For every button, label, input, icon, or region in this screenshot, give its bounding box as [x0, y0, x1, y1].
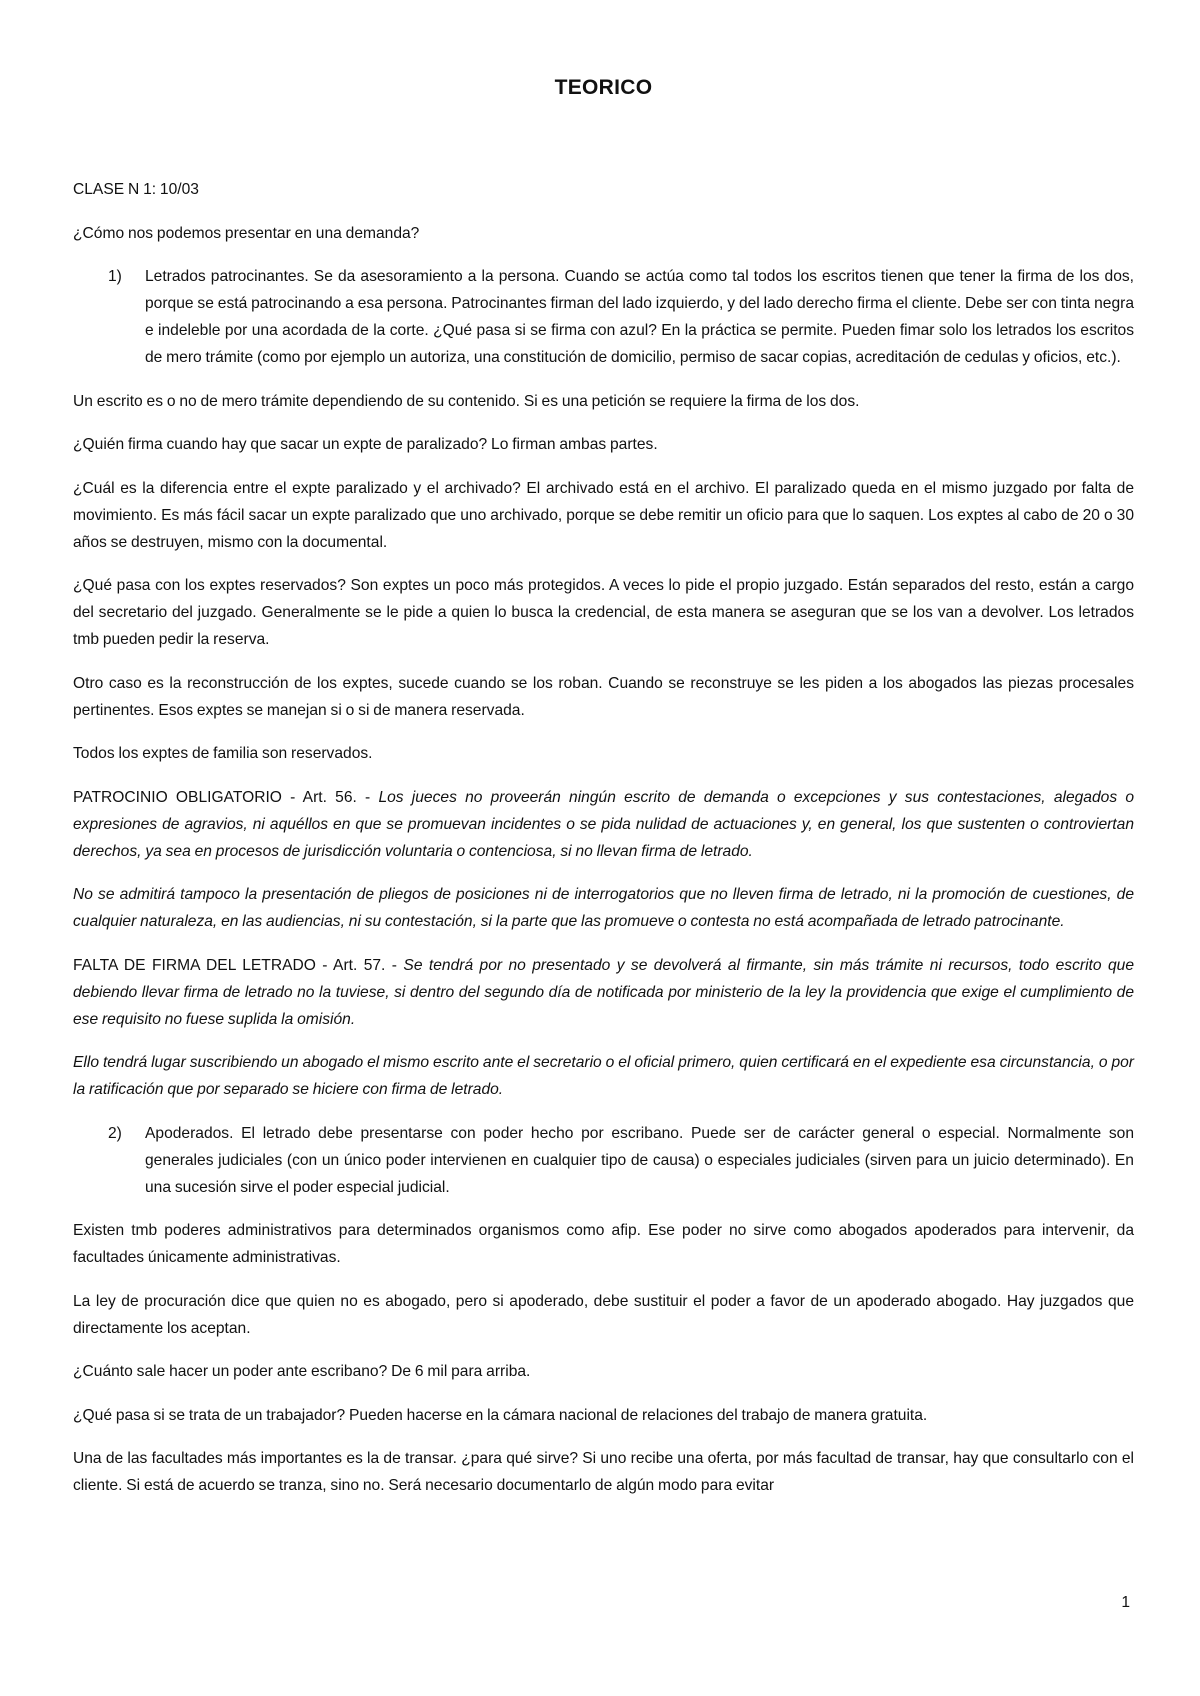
article-56-heading: PATROCINIO OBLIGATORIO - Art. 56. - [73, 788, 379, 806]
paragraph-diferencia: ¿Cuál es la diferencia entre el expte paralizado y el archivado? El archivado está en el archivo. El paralizado queda en el mismo juzgado por falta de movimiento. Es más fácil sacar un expte paralizado que uno archivado, porque se debe remitir un oficio para que lo saquen. Los exptes al cabo de 20 o 30 años se destruyen, mismo con la documental. [73, 479, 1134, 551]
paragraph-reconstruccion: Otro caso es la reconstrucción de los exptes, sucede cuando se los roban. Cuando se reconstruye se les piden a los abogados las piezas procesales pertinentes. Esos exptes se manejan si o si de manera reservada. [73, 674, 1134, 719]
article-56-text: Los jueces no proveerán ningún escrito de demanda o excepciones y sus contestaciones, alegados o expresiones de agravios, ni aquéllos en que se promuevan incidentes o se pida nulidad de actuaciones y, en general, los que sustenten o controviertan derechos, ya sea en procesos de jurisdicción voluntaria o contenciosa, si no llevan firma de letrado. [73, 788, 1134, 860]
paragraph-familia: Todos los exptes de familia son reservados. [73, 745, 373, 762]
paragraph-cuanto: ¿Cuánto sale hacer un poder ante escribano? De 6 mil para arriba. [73, 1363, 531, 1380]
list-text: Letrados patrocinantes. Se da asesoramiento a la persona. Cuando se actúa como tal todos los escritos tienen que tener la firma de los dos, porque se está patrocinando a esa persona. Patrocinantes firman del lado izquierdo, y del lado derecho firma el cliente. Debe ser con tinta negra e indeleble por una acordada de la corte. ¿Qué pasa si se firma con azul? En la práctica se permite. Pueden fimar solo los letrados los escritos de mero trámite (como por ejemplo un autoriza, una constitución de domicilio, permiso de sacar copias, acreditación de cedulas y oficios, etc.). [145, 268, 1134, 366]
paragraph-escrito: Un escrito es o no de mero trámite dependiendo de su contenido. Si es una petición se requiere la firma de los dos. [73, 392, 860, 410]
article-57-text-2: Ello tendrá lugar suscribiendo un abogado el mismo escrito ante el secretario o el oficial primero, quien certificará en el expediente esa circunstancia, o por la ratificación que por separado se hiciere con firma de letrado. [73, 1054, 1134, 1098]
paragraph-transar: Una de las facultades más importantes es la de transar. ¿para qué sirve? Si uno recibe una oferta, por más facultad de transar, hay que consultarlo con el cliente. Si está de acuerdo se tranza, sino no. Será necesario documentarlo de algún modo para evitar [73, 1450, 1134, 1494]
article-57-heading: FALTA DE FIRMA DEL LETRADO - Art. 57. - [73, 956, 404, 974]
article-57-text: Se tendrá por no presentado y se devolverá al firmante, sin más trámite ni recursos, todo escrito que debiendo llevar firma de letrado no la tuviese, si dentro del segundo día de notificada por ministerio de la ley la providencia que exige el cumplimiento de ese requisito no fuese suplida la omisión. [73, 956, 1134, 1028]
article-56-text-2: No se admitirá tampoco la presentación de pliegos de posiciones ni de interrogatorios que no lleven firma de letrado, ni la promoción de cuestiones, de cualquier naturaleza, en las audiencias, ni su contestación, si la parte que las promueve o contesta no está acompañada de letrado patrocinante. [73, 886, 1134, 930]
document-title: TEORICO [554, 76, 653, 99]
paragraph-trabajador: ¿Qué pasa si se trata de un trabajador? Pueden hacerse en la cámara nacional de relaciones del trabajo de manera gratuita. [73, 1406, 928, 1424]
class-heading: CLASE N 1: 10/03 [73, 181, 199, 198]
article-56 [73, 784, 1134, 865]
list-item-apoderados [73, 1120, 1134, 1201]
list-item-letrados [73, 263, 1134, 371]
page-number: 1 [1121, 1594, 1130, 1611]
paragraph-procuracion: La ley de procuración dice que quien no es abogado, pero si apoderado, debe sustituir el poder a favor de un apoderado abogado. Hay juzgados que directamente los aceptan. [73, 1292, 1134, 1337]
paragraph-administrativos: Existen tmb poderes administrativos para determinados organismos como afip. Ese poder no sirve como abogados apoderados para intervenir, da facultades únicamente administrativas. [73, 1222, 1134, 1266]
paragraph-reservados: ¿Qué pasa con los exptes reservados? Son exptes un poco más protegidos. A veces lo pide el propio juzgado. Están separados del resto, están a cargo del secretario del juzgado. Generalmente se le pide a quien lo busca la credencial, de esta manera se aseguran que se los van a devolver. Los letrados tmb pueden pedir la reserva. [73, 577, 1134, 648]
paragraph-quien-firma: ¿Quién firma cuando hay que sacar un expte de paralizado? Lo firman ambas partes. [73, 436, 658, 453]
list-number: 1) [108, 268, 122, 285]
question-presentation: ¿Cómo nos podemos presentar en una demanda? [73, 224, 420, 242]
article-57 [73, 952, 1134, 1033]
list-text: Apoderados. El letrado debe presentarse con poder hecho por escribano. Puede ser de carácter general o especial. Normalmente son generales judiciales (con un único poder intervienen en cualquier tipo de causa) o especiales judiciales (sirven para un juicio determinado). En una sucesión sirve el poder especial judicial. [145, 1124, 1134, 1196]
list-number: 2) [108, 1124, 122, 1142]
